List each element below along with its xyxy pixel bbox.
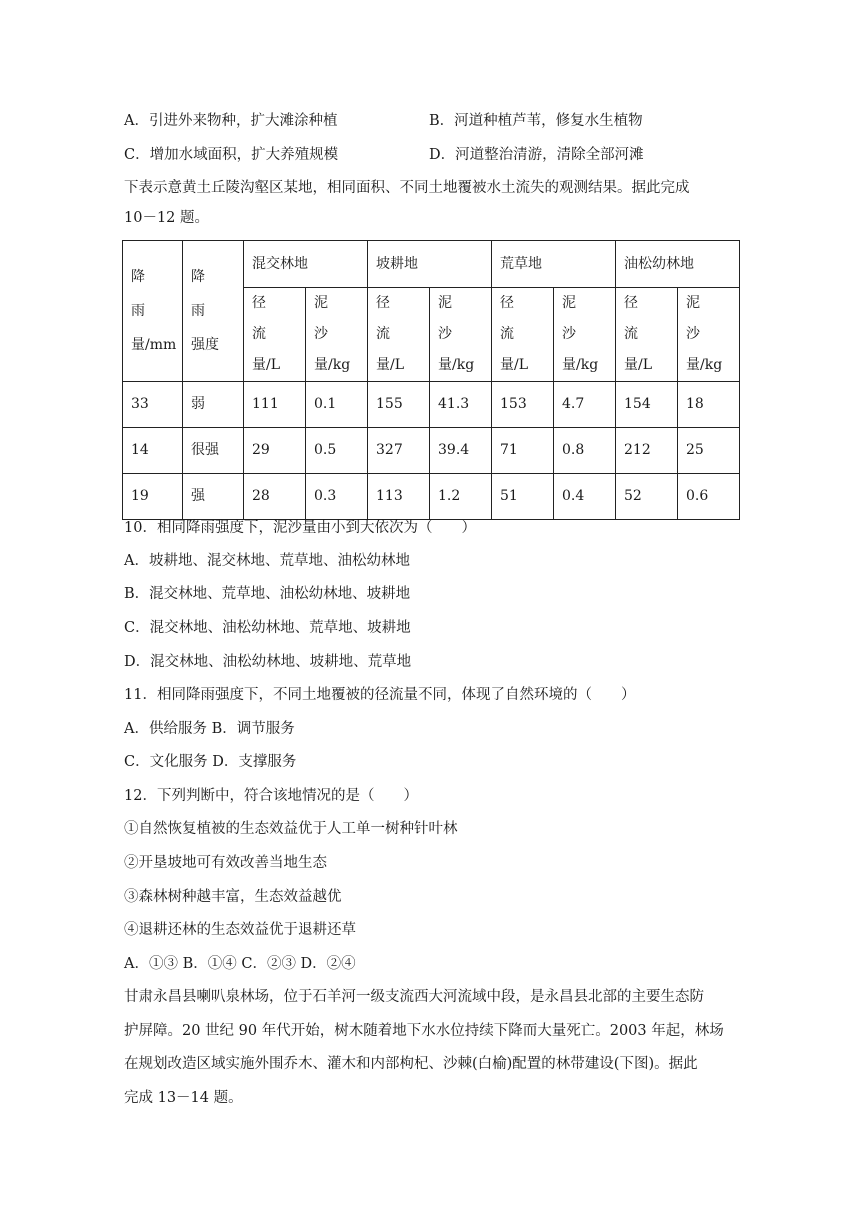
cell-value: 0.4	[554, 474, 616, 520]
cell-value: 4.7	[554, 382, 616, 428]
header-group-young-pine: 油松幼林地	[616, 241, 740, 288]
sub-sediment: 泥 沙 量/kg	[554, 288, 616, 382]
table-header-row-1	[123, 241, 740, 288]
sub-runoff: 径 流 量/L	[244, 288, 306, 382]
cell-value: 0.3	[306, 474, 368, 520]
intro-line-2: 10－12 题。	[124, 210, 210, 226]
option-d: D．河道整治清游，清除全部河滩	[429, 147, 644, 163]
q12-statement-3: ③森林树种越丰富，生态效益越优	[124, 889, 342, 905]
cell-intensity: 强	[183, 474, 244, 520]
sub-runoff: 径 流 量/L	[368, 288, 430, 382]
sub-runoff: 径 流 量/L	[492, 288, 554, 382]
cell-value: 39.4	[430, 428, 492, 474]
q12-statement-1: ①自然恢复植被的生态效益优于人工单一树种针叶林	[124, 821, 458, 837]
observation-table	[122, 240, 740, 520]
option-c: C．增加水域面积，扩大养殖规模	[124, 147, 339, 163]
cell-value: 327	[368, 428, 430, 474]
cell-value: 51	[492, 474, 554, 520]
cell-value: 71	[492, 428, 554, 474]
prev-options-row-2	[124, 145, 744, 165]
q12-stem: 12．下列判断中，符合该地情况的是（ ）	[124, 788, 418, 804]
sub-sediment: 泥 沙 量/kg	[678, 288, 740, 382]
q12-statement-4: ④退耕还林的生态效益优于退耕还草	[124, 922, 356, 938]
intro-line-1: 下表示意黄土丘陵沟壑区某地，相同面积、不同土地覆被水土流失的观测结果。据此完成	[124, 180, 690, 196]
passage-line-3: 在规划改造区域实施外围乔木、灌木和内部枸杞、沙棘(白榆)配置的林带建设(下图)。据此	[124, 1056, 698, 1072]
q11-stem: 11．相同降雨强度下，不同土地覆被的径流量不同，体现了自然环境的（ ）	[124, 687, 636, 703]
cell-value: 212	[616, 428, 678, 474]
passage-line-1: 甘肃永昌县喇叭泉林场，位于石羊河一级支流西大河流域中段，是永昌县北部的主要生态防	[124, 989, 704, 1005]
cell-value: 25	[678, 428, 740, 474]
cell-intensity: 很强	[183, 428, 244, 474]
q10-option-a: A．坡耕地、混交林地、荒草地、油松幼林地	[124, 553, 410, 569]
cell-value: 113	[368, 474, 430, 520]
q12-statement-2: ②开垦坡地可有效改善当地生态	[124, 855, 327, 871]
cell-value: 28	[244, 474, 306, 520]
header-group-mixed-forest: 混交林地	[244, 241, 368, 288]
sub-sediment: 泥 沙 量/kg	[306, 288, 368, 382]
cell-intensity: 弱	[183, 382, 244, 428]
cell-value: 153	[492, 382, 554, 428]
cell-amount: 14	[123, 428, 183, 474]
table-row	[123, 474, 740, 520]
cell-value: 0.1	[306, 382, 368, 428]
sub-sediment: 泥 沙 量/kg	[430, 288, 492, 382]
q11-options-cd: C．文化服务 D．支撑服务	[124, 754, 297, 770]
cell-value: 29	[244, 428, 306, 474]
table-row	[123, 382, 740, 428]
header-rain-amount: 降 雨 量/mm	[123, 241, 183, 382]
cell-value: 52	[616, 474, 678, 520]
cell-value: 0.5	[306, 428, 368, 474]
passage-line-4: 完成 13－14 题。	[124, 1090, 243, 1106]
cell-value: 111	[244, 382, 306, 428]
cell-value: 41.3	[430, 382, 492, 428]
q10-option-d: D．混交林地、油松幼林地、坡耕地、荒草地	[124, 654, 412, 670]
table-row	[123, 428, 740, 474]
prev-options-row-1	[124, 111, 744, 131]
cell-amount: 33	[123, 382, 183, 428]
cell-value: 1.2	[430, 474, 492, 520]
q11-options-ab: A．供给服务 B．调节服务	[124, 721, 295, 737]
q10-option-b: B．混交林地、荒草地、油松幼林地、坡耕地	[124, 586, 411, 602]
cell-value: 154	[616, 382, 678, 428]
cell-value: 0.8	[554, 428, 616, 474]
cell-value: 18	[678, 382, 740, 428]
q10-option-c: C．混交林地、油松幼林地、荒草地、坡耕地	[124, 620, 411, 636]
header-group-slope-farmland: 坡耕地	[368, 241, 492, 288]
sub-runoff: 径 流 量/L	[616, 288, 678, 382]
option-a: A．引进外来物种，扩大滩涂种植	[124, 113, 338, 129]
header-rain-intensity: 降 雨 强度	[183, 241, 244, 382]
q12-options: A．①③ B．①④ C．②③ D．②④	[124, 956, 356, 972]
cell-amount: 19	[123, 474, 183, 520]
passage-line-2: 护屏障。20 世纪 90 年代开始，树木随着地下水水位持续下降而大量死亡。2003 年起，林场	[124, 1023, 724, 1039]
cell-value: 155	[368, 382, 430, 428]
option-b: B．河道种植芦苇，修复水生植物	[429, 113, 643, 129]
header-group-grassland: 荒草地	[492, 241, 616, 288]
q10-stem: 10．相同降雨强度下，泥沙量由小到大依次为（ ）	[124, 520, 476, 536]
cell-value: 0.6	[678, 474, 740, 520]
